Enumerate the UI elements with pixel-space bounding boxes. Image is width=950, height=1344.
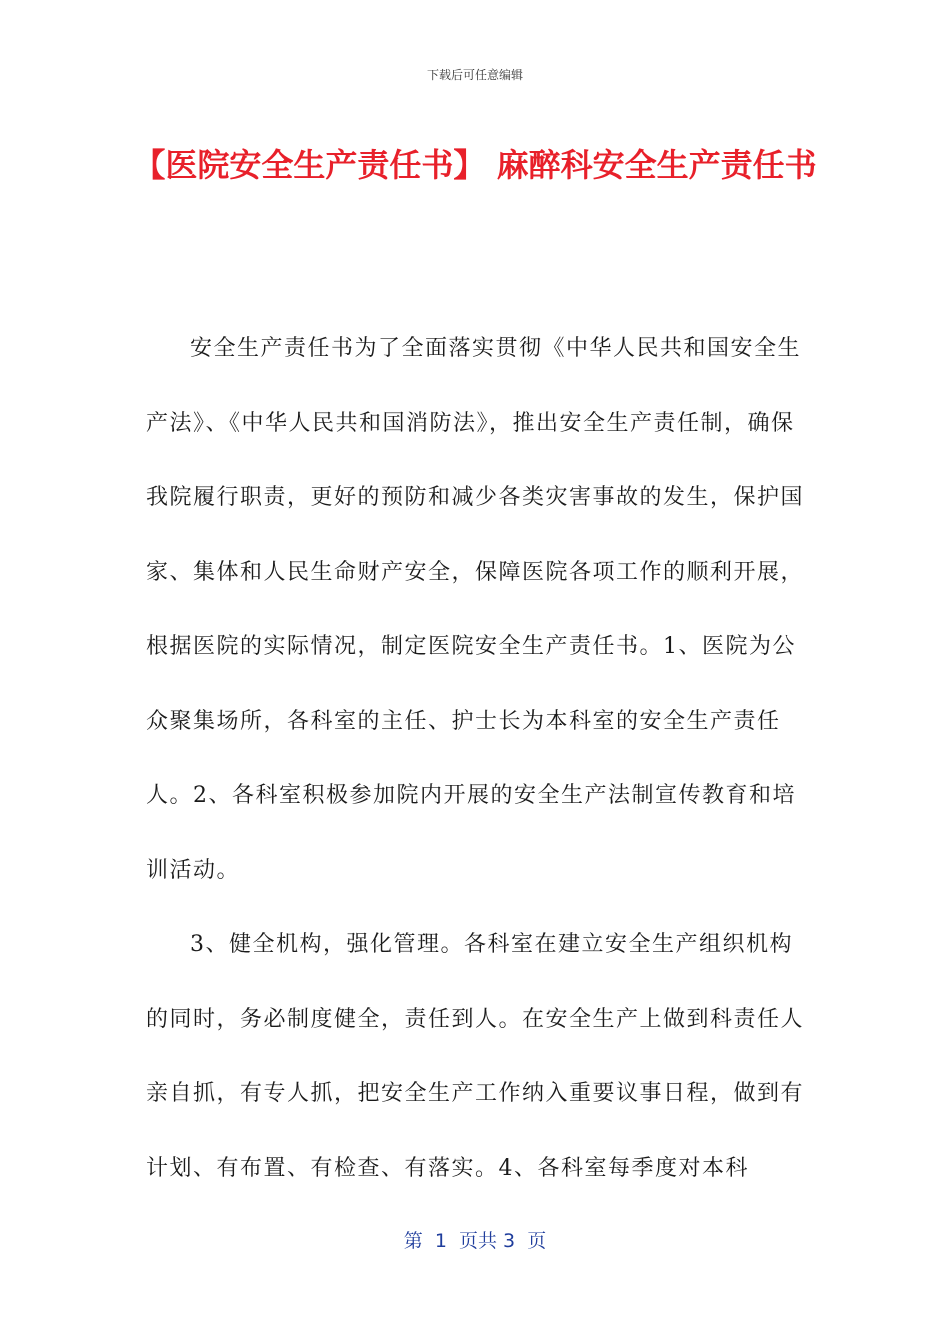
header-note: 下载后可任意编辑	[426, 68, 523, 82]
paragraph-1: 安全生产责任书为了全面落实贯彻《中华人民共和国安全生产法》、《中华人民共和国消防法》，推出安全生产责任制，确保我院履行职责，更好的预防和减少各类灾害事故的发生，保护国家、集体和人民生命财产安全，保障医院各项工作的顺利开展，根据医院的实际情况，制定医院安全生产责任书。1、医院为公众聚集场所，各科室的主任、护士长为本科室的安全生产责任人。2、各科室积极参加院内开展的安全生产法制宣传教育和培训活动。	[146, 336, 805, 883]
page-number-footer: 第 1 页共 3 页	[403, 1230, 547, 1252]
paragraph-2: 3、健全机构，强化管理。各科室在建立安全生产组织机构的同时，务必制度健全，责任到人。在安全生产上做到科责任人亲自抓，有专人抓，把安全生产工作纳入重要议事日程，做到有计划、有布置、有检查、有落实。4、各科室每季度对本科	[146, 932, 805, 1181]
document-title: 【医院安全生产责任书】 麻醉科安全生产责任书	[133, 146, 817, 184]
document-body	[146, 312, 806, 1206]
